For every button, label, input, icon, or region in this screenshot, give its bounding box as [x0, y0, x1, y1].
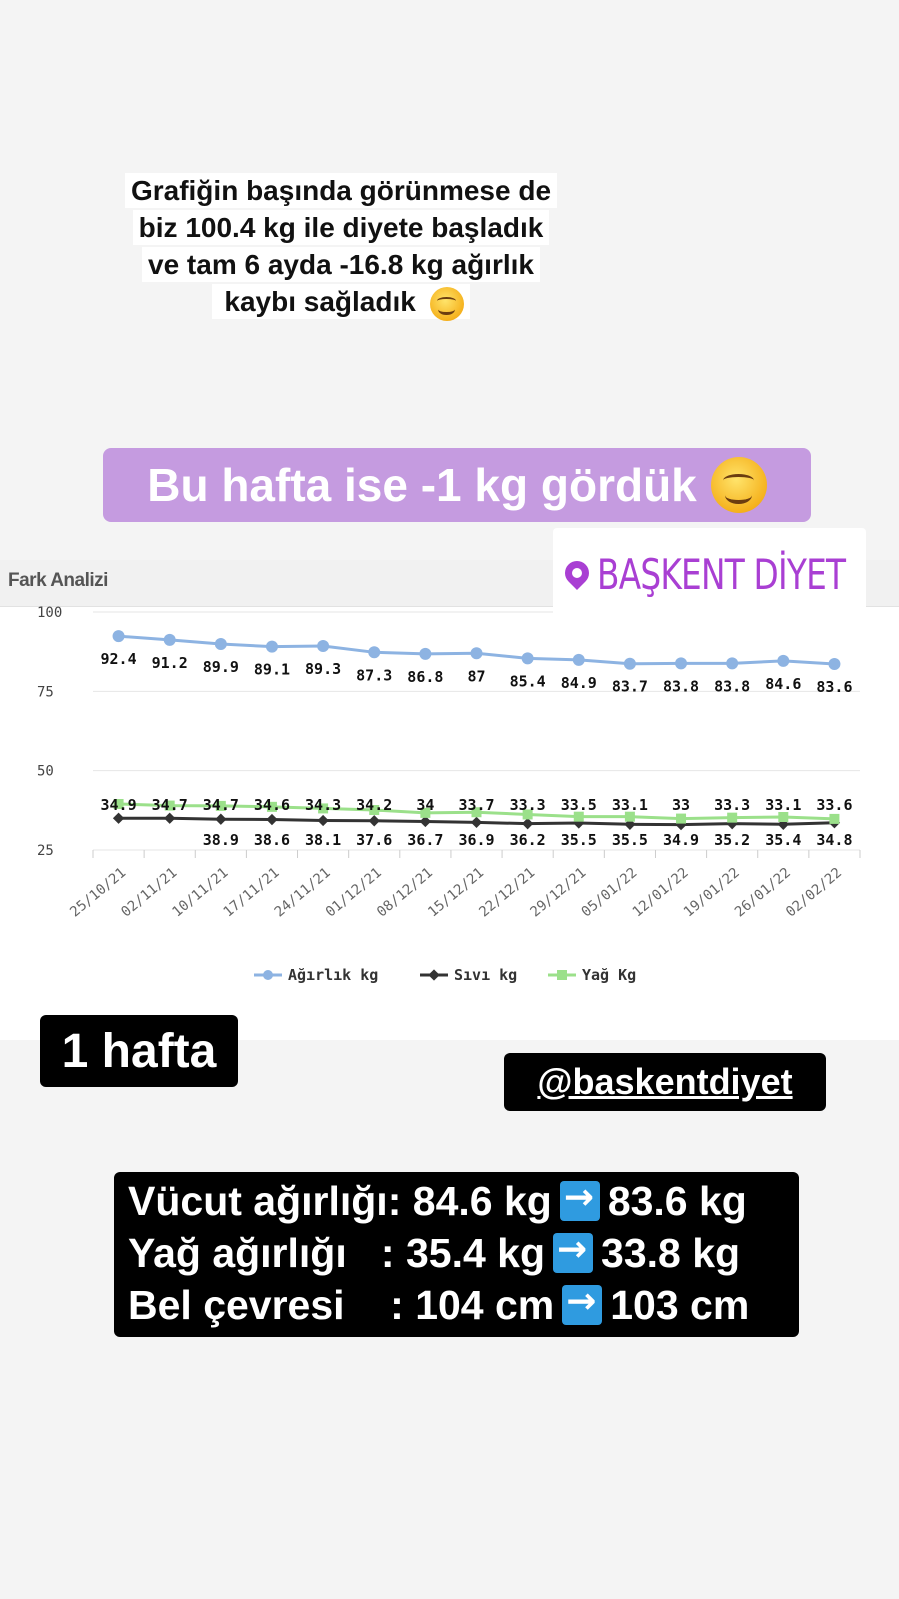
data-label: 89.3	[305, 659, 342, 678]
data-label: 86.8	[407, 667, 444, 686]
data-label: 38.6	[253, 831, 291, 850]
data-label: 91.2	[151, 653, 188, 672]
data-label: 33.6	[816, 795, 853, 814]
data-label: 34.8	[816, 831, 853, 850]
x-tick-label: 10/11/21	[169, 864, 232, 921]
stat-row-waist	[128, 1280, 749, 1330]
stat-from: 84.6 kg	[412, 1177, 552, 1224]
week-tag: 1 hafta	[40, 1015, 238, 1087]
intro-line-4: kaybı sağladık	[218, 284, 421, 319]
data-point	[471, 817, 482, 828]
data-point	[419, 648, 431, 660]
data-label: 89.9	[202, 658, 239, 677]
stat-label: Yağ ağırlığı :	[128, 1229, 395, 1276]
data-point	[215, 638, 227, 650]
data-label: 35.2	[714, 831, 751, 850]
stat-to: 33.8 kg	[601, 1229, 741, 1276]
data-point	[266, 814, 277, 825]
y-tick-label: 25	[37, 843, 54, 859]
data-point	[573, 654, 585, 666]
data-label: 83.6	[816, 678, 853, 697]
data-label: 36.7	[407, 831, 444, 850]
data-label: 87	[467, 667, 486, 686]
x-tick-label: 19/01/22	[680, 864, 743, 921]
smiling-face-icon	[430, 287, 464, 321]
stat-row-weight	[128, 1176, 747, 1226]
data-label: 84.9	[560, 673, 597, 692]
data-label: 33	[672, 795, 691, 814]
data-point	[215, 814, 226, 825]
data-label: 34.2	[356, 795, 393, 814]
data-point	[624, 658, 636, 670]
data-label: 33.7	[458, 795, 495, 814]
data-label: 34.9	[100, 795, 137, 814]
data-label: 33.1	[611, 795, 648, 814]
intro-line-3: ve tam 6 ayda -16.8 kg ağırlık	[142, 247, 540, 282]
data-label: 38.9	[202, 831, 239, 850]
data-label: 85.4	[509, 672, 546, 691]
legend-label: Yağ Kg	[582, 966, 637, 984]
data-label: 34.6	[253, 795, 291, 814]
brand-name: BAŞKENT DİYET	[597, 550, 846, 599]
data-label: 36.9	[458, 831, 495, 850]
x-tick-label: 22/12/21	[476, 864, 539, 921]
data-label: 87.3	[356, 666, 393, 685]
legend-marker	[263, 970, 273, 980]
data-point	[266, 641, 278, 653]
data-label: 83.8	[714, 677, 751, 696]
data-label: 35.4	[765, 831, 802, 850]
data-label: 33.3	[714, 795, 751, 814]
right-arrow-icon	[553, 1233, 593, 1273]
x-tick-label: 15/12/21	[425, 864, 488, 921]
data-label: 34.9	[662, 831, 700, 850]
instagram-handle[interactable]: @baskentdiyet	[504, 1053, 826, 1111]
legend-label: Ağırlık kg	[288, 966, 379, 984]
data-point	[522, 818, 533, 829]
x-tick-label: 25/10/21	[67, 864, 130, 921]
data-point	[317, 815, 328, 826]
data-point	[726, 657, 738, 669]
stat-from: 104 cm	[415, 1281, 555, 1328]
legend-marker	[428, 969, 439, 980]
data-label: 38.1	[305, 831, 342, 850]
data-label: 84.6	[765, 674, 802, 693]
x-tick-label: 12/01/22	[629, 864, 692, 921]
y-tick-label: 100	[37, 605, 63, 621]
legend-label: Sıvı kg	[454, 966, 518, 984]
intro-line-1: Grafiğin başında görünmese de	[125, 173, 557, 208]
chart-title: Fark Analizi	[8, 570, 108, 591]
data-label: 36.2	[509, 831, 546, 850]
x-tick-label: 05/01/22	[578, 864, 641, 921]
data-point	[368, 646, 380, 658]
data-label: 34.7	[202, 795, 239, 814]
stat-label: Vücut ağırlığı:	[128, 1177, 402, 1224]
smiling-face-icon	[711, 457, 767, 513]
data-label: 33.5	[560, 795, 597, 814]
x-tick-label: 26/01/22	[731, 864, 794, 921]
weekly-result-banner	[103, 448, 811, 522]
data-label: 33.3	[509, 795, 546, 814]
data-label: 34.7	[151, 795, 188, 814]
x-tick-label: 08/12/21	[373, 864, 436, 921]
data-label: 89.1	[253, 660, 291, 679]
intro-note	[98, 172, 584, 321]
data-label: 92.4	[100, 650, 137, 669]
stat-to: 103 cm	[610, 1281, 750, 1328]
stat-row-fat	[128, 1228, 740, 1278]
data-label: 34.3	[305, 795, 342, 814]
x-tick-label: 02/02/22	[783, 864, 846, 921]
data-point	[164, 634, 176, 646]
data-label: 83.8	[662, 677, 700, 696]
data-label: 37.6	[356, 831, 393, 850]
data-point	[369, 815, 380, 826]
data-point	[522, 652, 534, 664]
x-tick-label: 02/11/21	[118, 864, 181, 921]
data-point	[471, 647, 483, 659]
data-point	[727, 813, 737, 823]
data-point	[317, 640, 329, 652]
data-label: 34	[416, 795, 435, 814]
y-tick-label: 50	[37, 763, 54, 780]
right-arrow-icon	[560, 1181, 600, 1221]
data-point	[777, 655, 789, 667]
stat-to: 83.6 kg	[607, 1177, 747, 1224]
data-point	[828, 658, 840, 670]
data-point	[113, 813, 124, 824]
data-point	[164, 813, 175, 824]
data-point	[113, 630, 125, 642]
data-label: 83.7	[611, 677, 648, 696]
legend-marker	[557, 970, 567, 980]
x-tick-label: 29/12/21	[527, 864, 590, 921]
stat-label: Bel çevresi :	[128, 1281, 404, 1328]
data-label: 35.5	[611, 831, 648, 850]
intro-line-2: biz 100.4 kg ile diyete başladık	[133, 210, 550, 245]
stats-box	[114, 1172, 799, 1337]
data-point	[829, 814, 839, 824]
data-label: 33.1	[765, 795, 802, 814]
stat-from: 35.4 kg	[405, 1229, 546, 1276]
data-label: 35.5	[560, 831, 597, 850]
x-tick-label: 24/11/21	[271, 864, 334, 921]
line-chart	[0, 600, 899, 1040]
data-point	[676, 814, 686, 824]
weekly-result-text: Bu hafta ise -1 kg gördük	[147, 459, 697, 511]
y-tick-label: 75	[37, 684, 54, 701]
x-tick-label: 01/12/21	[322, 864, 385, 921]
x-tick-label: 17/11/21	[220, 864, 283, 921]
right-arrow-icon	[562, 1285, 602, 1325]
data-point	[675, 657, 687, 669]
